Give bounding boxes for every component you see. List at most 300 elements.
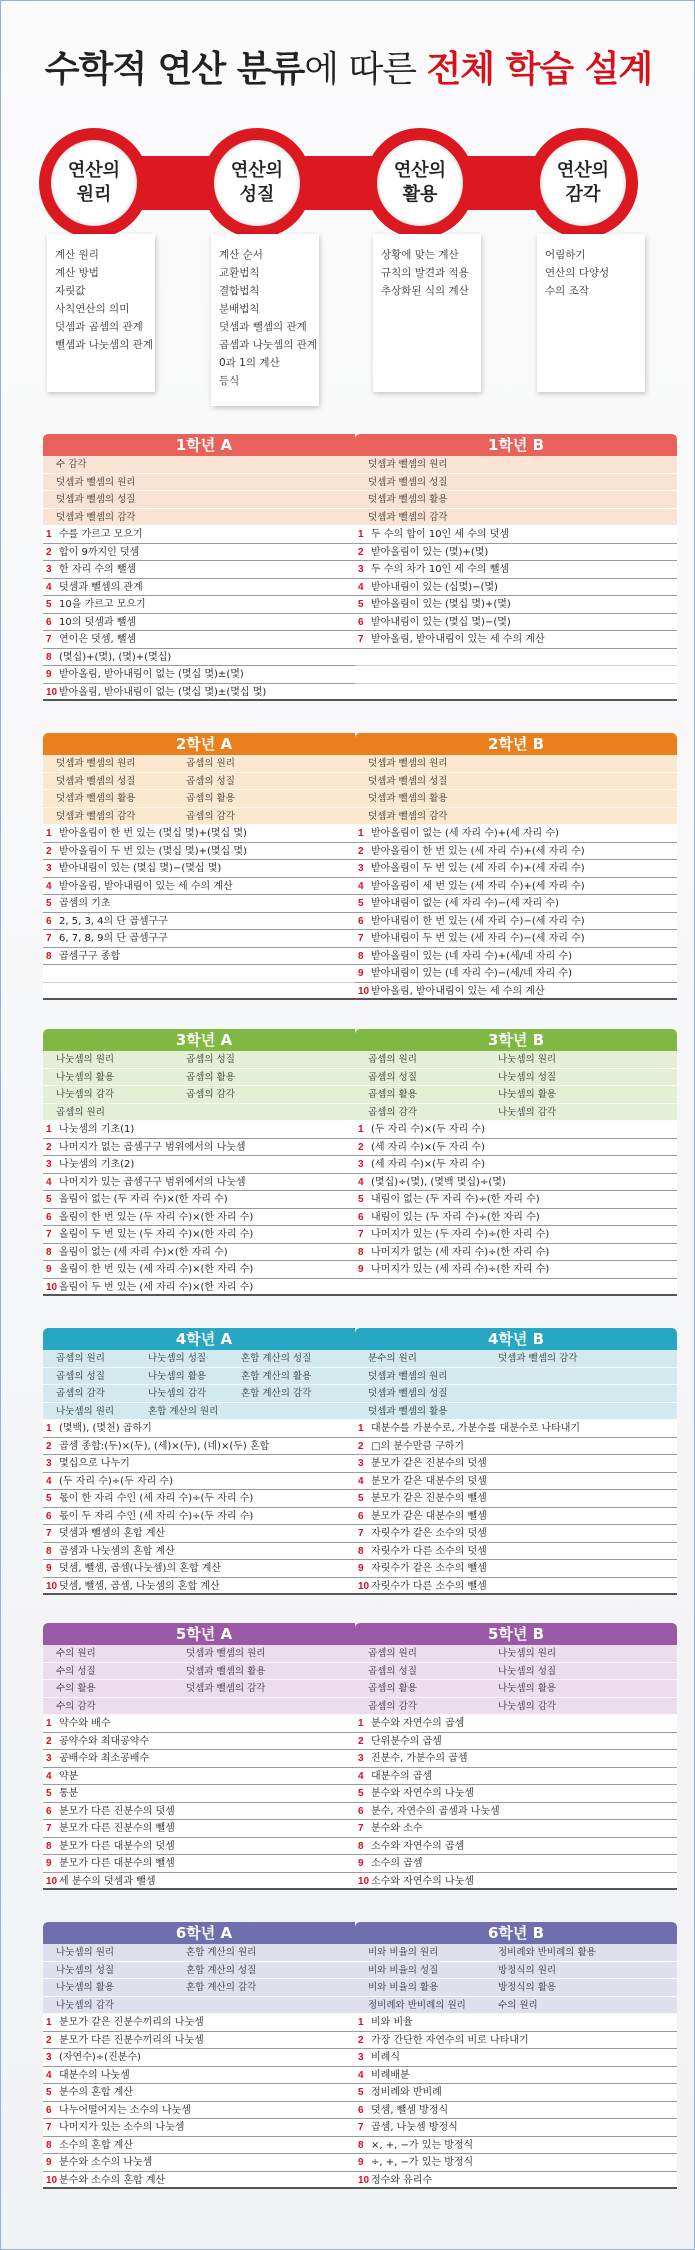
- concept-row: [355, 1104, 677, 1122]
- concept-tag: 곱셈의 활용: [186, 1071, 235, 1083]
- lesson-row: [355, 983, 677, 1001]
- lesson-text: 대분수의 곱셈: [371, 1770, 433, 1782]
- lesson-text: (몇십)+(몇), (몇)+(몇십): [59, 651, 172, 663]
- lesson-row: [355, 1508, 677, 1526]
- concept-tag: 덧셈과 뺄셈의 활용: [368, 494, 448, 505]
- concept-tag: 곱셈의 성질: [56, 1370, 105, 1382]
- concept-tag: 곱셈의 원리: [56, 1353, 105, 1364]
- lesson-number: 7: [358, 2122, 364, 2133]
- concept-tag: 나눗셈의 원리: [56, 1405, 115, 1417]
- concept-detail-item: 사칙연산의 의미: [55, 303, 130, 315]
- lesson-text: 소수의 혼합 계산: [59, 2139, 133, 2151]
- grade-card: [43, 1922, 365, 2189]
- lesson-text: 곱셈, 나눗셈 방정식: [371, 2122, 458, 2133]
- concept-detail-item: 규칙의 발견과 적용: [381, 267, 469, 279]
- lesson-number: 2: [46, 2034, 52, 2046]
- concept-row: [355, 1645, 677, 1663]
- lesson-text: 나눗셈의 기초(1): [59, 1124, 135, 1135]
- concept-row: [355, 1997, 677, 2015]
- lesson-number: 1: [358, 1718, 364, 1729]
- lesson-row: [43, 895, 365, 913]
- lesson-row: [43, 2084, 365, 2102]
- lesson-row: [355, 1209, 677, 1227]
- concept-row: [355, 1680, 677, 1698]
- lesson-text: 분수와 소수: [371, 1823, 423, 1834]
- lesson-text: ×, +, −가 있는 방정식: [371, 2139, 474, 2151]
- lesson-text: 몇십으로 나누기: [59, 1458, 130, 1469]
- lesson-number: 9: [358, 2157, 364, 2168]
- lesson-text: 올림이 두 번 있는 (두 자리 수)×(한 자리 수): [59, 1229, 254, 1240]
- concept-tag: 방정식의 원리: [498, 1964, 557, 1976]
- concept-tag: 나눗셈의 성질: [498, 1665, 557, 1677]
- lesson-row: [355, 544, 677, 562]
- lesson-text: 받아올림이 한 번 있는 (세 자리 수)+(세 자리 수): [371, 845, 585, 857]
- concept-tag: 덧셈과 뺄셈의 원리: [368, 758, 448, 769]
- lesson-row: [43, 579, 365, 597]
- lesson-number: 3: [358, 564, 364, 575]
- lesson-number: 7: [46, 2122, 52, 2133]
- lesson-number: 3: [358, 863, 364, 874]
- lesson-row: [43, 948, 365, 966]
- lesson-number: 4: [46, 1475, 52, 1487]
- lesson-number: 5: [46, 2087, 52, 2098]
- lesson-number: 9: [46, 2157, 52, 2168]
- lesson-row: [355, 1803, 677, 1821]
- lesson-row: [355, 1191, 677, 1209]
- title-part3: 전체 학습 설계: [426, 49, 653, 90]
- lesson-row: [43, 913, 365, 931]
- lesson-number: 3: [358, 1753, 364, 1764]
- lesson-text: 소수의 곱셈: [371, 1858, 423, 1869]
- lesson-number: 5: [358, 2087, 364, 2098]
- concept-tag: 덧셈과 뺄셈의 활용: [186, 1665, 266, 1677]
- lesson-number: 7: [358, 1528, 364, 1539]
- concept-row: [43, 509, 365, 527]
- lesson-row: [43, 526, 365, 544]
- lesson-number: 3: [46, 863, 52, 874]
- concept-tag: 덧셈과 뺄셈의 성질: [368, 1388, 448, 1399]
- lesson-text: 나누어떨어지는 소수의 나눗셈: [59, 2104, 191, 2116]
- concept-tag: 덧셈과 뺄셈의 감각: [498, 1353, 578, 1364]
- lesson-row: [355, 1490, 677, 1508]
- concept-row: [43, 1997, 365, 2015]
- lesson-number: 4: [46, 880, 52, 892]
- concept-tag: 덧셈과 뺄셈의 원리: [368, 1370, 448, 1382]
- lesson-number: 3: [46, 1458, 52, 1469]
- lesson-number: 2: [46, 1735, 52, 1747]
- concept-tag: 곱셈의 활용: [368, 1683, 417, 1694]
- lesson-row: [43, 1191, 365, 1209]
- lesson-text: 자릿수가 같은 소수의 뺄셈: [371, 1563, 487, 1574]
- lesson-number: 5: [46, 898, 52, 909]
- concept-row: [43, 456, 365, 474]
- lesson-number: 1: [46, 1718, 52, 1729]
- lesson-row: [43, 1525, 365, 1543]
- concept-tag: 덧셈과 뺄셈의 감각: [186, 1683, 266, 1694]
- concept-row: [355, 1962, 677, 1980]
- lesson-number: 7: [358, 1229, 364, 1240]
- lesson-number: 6: [358, 1805, 364, 1817]
- lesson-number: 8: [46, 2139, 52, 2151]
- lesson-number: 1: [46, 828, 52, 839]
- concept-tag: 나눗셈의 감각: [498, 1700, 557, 1712]
- lesson-number: 7: [46, 1823, 52, 1834]
- lesson-text: (자연수)÷(진분수): [59, 2052, 141, 2063]
- grade-card: [355, 733, 677, 1000]
- concept-row: [355, 1051, 677, 1069]
- lesson-row: [355, 2102, 677, 2120]
- lesson-text: 받아올림이 한 번 있는 (몇십 몇)+(몇십 몇): [59, 828, 247, 839]
- concept-tag: 덧셈과 뺄셈의 성질: [368, 775, 448, 787]
- lesson-row: [43, 631, 365, 649]
- concept-row: [43, 1962, 365, 1980]
- concept-tag: 비와 비율의 활용: [368, 1982, 439, 1993]
- lesson-text: 합이 9까지인 덧셈: [59, 546, 140, 558]
- lesson-number: 9: [358, 1858, 364, 1869]
- lesson-text: 받아올림이 있는 (몇)+(몇): [371, 546, 489, 558]
- lesson-row: [355, 895, 677, 913]
- concept-tag: 나눗셈의 활용: [498, 1089, 557, 1100]
- lesson-text: 분모가 다른 대분수의 덧셈: [59, 1840, 175, 1852]
- lesson-text: 몫이 두 자리 수인 (세 자리 수)÷(두 자리 수): [59, 1510, 254, 1522]
- lesson-row: [355, 579, 677, 597]
- grade-title: 5학년 B: [355, 1623, 677, 1645]
- concept-detail-box: [373, 234, 481, 392]
- lesson-text: 나머지가 없는 (세 자리 수)÷(한 자리 수): [371, 1246, 550, 1258]
- lesson-number: 9: [46, 1858, 52, 1869]
- concept-row: [355, 456, 677, 474]
- lesson-number: 4: [46, 2069, 52, 2081]
- lesson-number: 10: [46, 1580, 58, 1592]
- lesson-text: 덧셈, 뺄셈, 곱셈, 나눗셈의 혼합 계산: [59, 1580, 220, 1592]
- lesson-number: 4: [358, 880, 364, 892]
- lesson-number: 10: [358, 985, 370, 997]
- lesson-number: 4: [46, 581, 52, 593]
- concept-tag: 덧셈과 뺄셈의 감각: [56, 810, 136, 822]
- lesson-text: 분모가 같은 진분수의 덧셈: [371, 1458, 487, 1469]
- lesson-row: [43, 561, 365, 579]
- concept-tag: 방정식의 활용: [498, 1982, 557, 1993]
- lesson-text: 분모가 같은 대분수의 뺄셈: [371, 1510, 487, 1522]
- lesson-row: [355, 2049, 677, 2067]
- lesson-number: 4: [358, 1475, 364, 1487]
- lesson-number: 10: [358, 2174, 370, 2186]
- grade-title: 5학년 A: [43, 1623, 365, 1645]
- lesson-row: [43, 1455, 365, 1473]
- lesson-number: 8: [358, 2139, 364, 2151]
- lesson-row: [43, 1820, 365, 1838]
- concept-row: [43, 1368, 365, 1386]
- lesson-text: 분모가 같은 대분수의 덧셈: [371, 1475, 487, 1487]
- lesson-number: 6: [46, 2104, 52, 2116]
- lesson-number: 1: [46, 529, 52, 540]
- concept-label: 연산의 활용: [377, 140, 463, 226]
- grade-title: 1학년 A: [43, 434, 365, 456]
- lesson-text: 올림이 한 번 있는 (두 자리 수)×(한 자리 수): [59, 1211, 254, 1223]
- concept-tag: 나눗셈의 감각: [56, 1089, 115, 1100]
- concept-detail-item: 0과 1의 계산: [219, 357, 280, 369]
- lesson-text: □의 분수만큼 구하기: [371, 1440, 465, 1452]
- concept-tag: 수의 감각: [56, 1700, 96, 1712]
- lesson-row: [355, 2032, 677, 2050]
- lesson-row: [43, 1768, 365, 1786]
- lesson-row: [355, 878, 677, 896]
- grade-card: [355, 1623, 677, 1890]
- lesson-number: 7: [46, 634, 52, 645]
- lesson-number: 6: [46, 1805, 52, 1817]
- lesson-text: (세 자리 수)×(두 자리 수): [371, 1141, 485, 1153]
- concept-tag: 수의 성질: [56, 1665, 96, 1677]
- concept-tag: 나눗셈의 성질: [498, 1071, 557, 1083]
- lesson-row: [43, 1560, 365, 1578]
- lesson-row: [43, 2032, 365, 2050]
- lesson-row: [43, 2014, 365, 2032]
- grade-title: 2학년 A: [43, 733, 365, 755]
- concept-tag: 나눗셈의 활용: [56, 1071, 115, 1083]
- lesson-row: [43, 1209, 365, 1227]
- lesson-row: [355, 2014, 677, 2032]
- grade-title: 6학년 A: [43, 1922, 365, 1944]
- lesson-row: [355, 526, 677, 544]
- concept-tag: 나눗셈의 활용: [56, 1982, 115, 1993]
- lesson-text: 받아올림이 있는 (몇십 몇)+(몇): [371, 599, 511, 610]
- lesson-text: 비와 비율: [371, 2017, 413, 2028]
- lesson-number: 2: [358, 1440, 364, 1452]
- lesson-text: 받아올림, 받아내림이 없는 (몇십 몇)±(몇십 몇): [59, 686, 267, 698]
- lesson-row: [355, 2067, 677, 2085]
- lesson-text: 연이은 덧셈, 뺄셈: [59, 634, 137, 645]
- concept-tag: 덧셈과 뺄셈의 성질: [368, 476, 448, 488]
- lesson-number: 9: [358, 968, 364, 979]
- lesson-text: 10의 덧셈과 뺄셈: [59, 616, 137, 628]
- lesson-row: [43, 596, 365, 614]
- lesson-row: [43, 1750, 365, 1768]
- lesson-row: [43, 2049, 365, 2067]
- lesson-text: 한 자리 수의 뺄셈: [59, 564, 137, 575]
- concept-row: [355, 1350, 677, 1368]
- concept-detail-item: 교환법칙: [219, 267, 260, 279]
- lesson-number: 8: [358, 950, 364, 962]
- lesson-row: [355, 1768, 677, 1786]
- lesson-row: [355, 2119, 677, 2137]
- lesson-text: 곱셈 종합:(두)×(두), (세)×(두), (네)×(두) 혼합: [59, 1440, 270, 1452]
- lesson-number: 4: [358, 1176, 364, 1188]
- concept-chain: [39, 128, 659, 238]
- lesson-row: [355, 1785, 677, 1803]
- lesson-row: [355, 1820, 677, 1838]
- concept-tag: 나눗셈의 원리: [56, 1054, 115, 1065]
- concept-tag: 나눗셈의 감각: [148, 1388, 207, 1399]
- lesson-text: 10을 가르고 모으기: [59, 599, 146, 610]
- lesson-text: 분수, 자연수의 곱셈과 나눗셈: [371, 1805, 500, 1817]
- lesson-number: 2: [46, 546, 52, 558]
- grade-title: 3학년 B: [355, 1029, 677, 1051]
- lesson-row: [43, 1244, 365, 1262]
- concept-tag: 나눗셈의 활용: [148, 1370, 207, 1382]
- lesson-row: [43, 1438, 365, 1456]
- lesson-text: 곱셈과 나눗셈의 혼합 계산: [59, 1545, 175, 1557]
- lesson-text: 두 수의 합이 10인 세 수의 덧셈: [371, 529, 510, 540]
- lesson-text: 덧셈, 뺄셈, 곱셈(나눗셈)의 혼합 계산: [59, 1563, 222, 1574]
- lesson-number: 7: [46, 1229, 52, 1240]
- concept-row: [355, 1385, 677, 1403]
- lesson-row: [43, 1855, 365, 1873]
- lesson-number: 4: [358, 1770, 364, 1782]
- lesson-number: 3: [46, 1159, 52, 1170]
- lesson-number: 2: [46, 845, 52, 857]
- concept-tag: 혼합 계산의 원리: [186, 1947, 257, 1958]
- concept-row: [43, 1698, 365, 1716]
- lesson-text: 나머지가 있는 소수의 나눗셈: [59, 2122, 185, 2133]
- lesson-row: [43, 2119, 365, 2137]
- lesson-text: 2, 5, 3, 4의 단 곱셈구구: [59, 915, 168, 927]
- grade-card: [43, 733, 365, 1000]
- lesson-text: 대분수의 나눗셈: [59, 2069, 130, 2081]
- lesson-text: 분모가 같은 진분수끼리의 나눗셈: [59, 2017, 204, 2028]
- page-title: [1, 41, 695, 92]
- lesson-number: 5: [46, 1788, 52, 1799]
- concept-tag: 덧셈과 뺄셈의 활용: [368, 1405, 448, 1417]
- lesson-text: 올림이 없는 (두 자리 수)×(한 자리 수): [59, 1194, 228, 1205]
- lesson-row: [43, 649, 365, 667]
- lesson-row: [355, 965, 677, 983]
- lesson-row: [355, 614, 677, 632]
- concept-tag: 혼합 계산의 활용: [241, 1370, 312, 1382]
- lesson-number: 8: [46, 651, 52, 663]
- lesson-row: [355, 1855, 677, 1873]
- lesson-row: [355, 1156, 677, 1174]
- lesson-number: 4: [358, 2069, 364, 2081]
- lesson-number: 9: [46, 1264, 52, 1275]
- lesson-text: 분모가 같은 진분수의 뺄셈: [371, 1493, 487, 1504]
- concept-tag: 덧셈과 뺄셈의 원리: [56, 758, 136, 769]
- lesson-row: [43, 1785, 365, 1803]
- lesson-row: [355, 1578, 677, 1596]
- lesson-row: [355, 1838, 677, 1856]
- grade-card: [43, 1029, 365, 1296]
- lesson-text: 통분: [59, 1788, 79, 1799]
- concept-row: [43, 1663, 365, 1681]
- lesson-text: (세 자리 수)×(두 자리 수): [371, 1159, 485, 1170]
- concept-row: [355, 1368, 677, 1386]
- lesson-row: [43, 860, 365, 878]
- lesson-row: [43, 1261, 365, 1279]
- lesson-number: 8: [46, 1840, 52, 1852]
- lesson-text: 받아올림, 받아내림이 있는 세 수의 계산: [59, 880, 233, 892]
- lesson-row: [43, 930, 365, 948]
- lesson-row: [355, 1715, 677, 1733]
- lesson-number: 10: [46, 1875, 58, 1887]
- grade-title: 1학년 B: [355, 434, 677, 456]
- lesson-text: 소수와 자연수의 곱셈: [371, 1840, 465, 1852]
- concept-row: [355, 1698, 677, 1716]
- concept-row: [355, 773, 677, 791]
- concept-detail-item: 상황에 맞는 계산: [381, 249, 459, 261]
- concept-tag: 덧셈과 뺄셈의 활용: [368, 793, 448, 804]
- lesson-row: [43, 2102, 365, 2120]
- lesson-row: [43, 1838, 365, 1856]
- concept-tag: 혼합 계산의 성질: [241, 1353, 312, 1364]
- lesson-row: [355, 649, 677, 667]
- concept-tag: 곱셈의 감각: [186, 810, 235, 822]
- lesson-row: [43, 614, 365, 632]
- lesson-text: 수를 가르고 모으기: [59, 529, 143, 540]
- lesson-number: 6: [358, 1211, 364, 1223]
- concept-row: [43, 755, 365, 773]
- lesson-number: 2: [358, 1735, 364, 1747]
- lesson-number: 3: [358, 2052, 364, 2063]
- lesson-text: 받아올림, 받아내림이 있는 세 수의 계산: [371, 634, 545, 645]
- concept-tag: 비와 비율의 원리: [368, 1947, 439, 1958]
- lesson-row: [355, 1244, 677, 1262]
- concept-tag: 곱셈의 원리: [186, 758, 235, 769]
- lesson-text: 소수와 자연수의 나눗셈: [371, 1875, 474, 1887]
- concept-detail-item: 계산 방법: [55, 267, 99, 279]
- lesson-row: [355, 860, 677, 878]
- concept-tag: 나눗셈의 성질: [56, 1964, 115, 1976]
- concept-tag: 곱셈의 성질: [186, 775, 235, 787]
- concept-tag: 덧셈과 뺄셈의 감각: [368, 810, 448, 822]
- lesson-text: 받아내림이 있는 (몇십 몇)−(몇): [371, 616, 511, 628]
- lesson-text: 분수와 소수의 나눗셈: [59, 2157, 153, 2168]
- lesson-row: [355, 825, 677, 843]
- concept-tag: 비와 비율의 성질: [368, 1964, 439, 1976]
- lesson-row: [43, 1156, 365, 1174]
- lesson-row: [43, 965, 365, 983]
- lesson-row: [43, 1121, 365, 1139]
- lesson-row: [43, 1803, 365, 1821]
- title-part1: 수학적 연산 분류: [44, 49, 305, 90]
- lesson-row: [43, 1508, 365, 1526]
- grade-title: 6학년 B: [355, 1922, 677, 1944]
- grade-card: [43, 1623, 365, 1890]
- concept-tag: 덧셈과 뺄셈의 원리: [186, 1648, 266, 1659]
- lesson-number: 8: [46, 950, 52, 962]
- lesson-number: 2: [358, 845, 364, 857]
- lesson-number: 6: [358, 1510, 364, 1522]
- lesson-row: [355, 666, 677, 684]
- lesson-row: [355, 1873, 677, 1891]
- lesson-number: 8: [358, 1840, 364, 1852]
- concept-row: [355, 790, 677, 808]
- lesson-text: 분수와 소수의 혼합 계산: [59, 2174, 166, 2186]
- lesson-row: [355, 1560, 677, 1578]
- lesson-row: [355, 1455, 677, 1473]
- lesson-text: 자릿수가 다른 소수의 뺄셈: [371, 1580, 487, 1592]
- lesson-number: 10: [46, 686, 58, 698]
- lesson-text: 자릿수가 같은 소수의 덧셈: [371, 1528, 487, 1539]
- lesson-number: 6: [46, 616, 52, 628]
- lesson-text: 분모가 다른 대분수의 뺄셈: [59, 1858, 175, 1869]
- lesson-row: [355, 1543, 677, 1561]
- grade-title: 4학년 A: [43, 1328, 365, 1350]
- lesson-row: [355, 1473, 677, 1491]
- concept-row: [355, 755, 677, 773]
- lesson-text: (두 자리 수)÷(두 자리 수): [59, 1475, 173, 1487]
- lesson-number: 6: [358, 915, 364, 927]
- lesson-row: [43, 1226, 365, 1244]
- lesson-text: 가장 간단한 자연수의 비로 나타내기: [371, 2034, 529, 2046]
- lesson-row: [355, 1139, 677, 1157]
- concept-circle-sense: [528, 128, 638, 238]
- concept-tag: 수의 원리: [56, 1648, 96, 1659]
- concept-label: 연산의 성질: [214, 140, 300, 226]
- lesson-row: [355, 561, 677, 579]
- lesson-number: 8: [358, 1246, 364, 1258]
- lesson-number: 7: [358, 1823, 364, 1834]
- lesson-text: 올림이 없는 (세 자리 수)×(한 자리 수): [59, 1246, 228, 1258]
- lesson-number: 1: [46, 1124, 52, 1135]
